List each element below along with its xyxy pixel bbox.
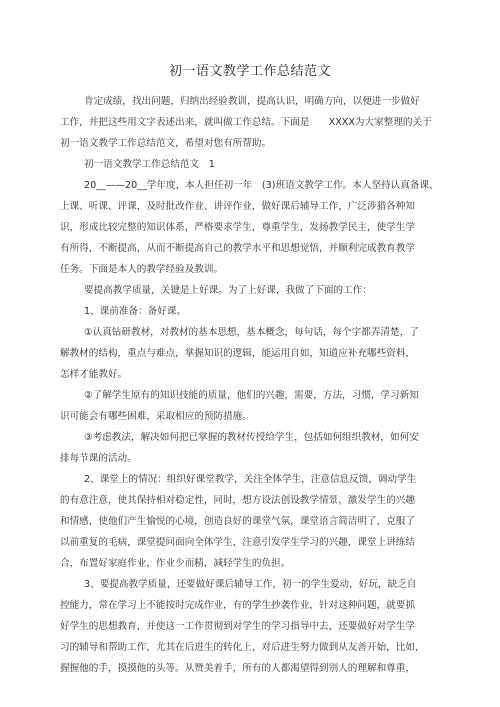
sub3-line-2: 排每节课的活动。: [60, 453, 137, 464]
intro-line-2: 工作，并把这些用文字表述出来，就叫做工作总结。下面是 XXXX为大家整理的关于: [60, 117, 432, 128]
para1-line-4: 有所得，不断提高，从而不断提高自己的教学水平和思想觉悟，并顺利完成教育教学: [60, 243, 415, 254]
sub3-line-1: ③考虑教法，解决如何把已掌握的教材传授给学生，包括如何组织教材，如何安: [84, 432, 419, 443]
item3-line-2: 控能力，常在学习上不能按时完成作业，有的学生抄袭作业，针对这种问题，就要抓: [60, 600, 415, 611]
item1-heading: 1、课前准备：备好课。: [84, 306, 187, 317]
item2-line-1: 2、课堂上的情况：组织好课堂教学，关注全体学生，注意信息反馈，调动学生: [84, 474, 417, 485]
section-subtitle: 初一语文教学工作总结范文 1: [84, 159, 215, 170]
sub1-line-1: ①认真钻研教材，对教材的基本思想，基本概念，每句话，每个字都弄清楚，了: [84, 327, 419, 338]
intro-line-1: 肯定成绩，找出问题，归纳出经验教训，提高认识，明确方向，以便进一步做好: [84, 96, 420, 107]
document-title: 初一语文教学工作总结范文: [168, 64, 331, 79]
sub2-line-1: ②了解学生原有的知识技能的质量，他们的兴趣，需要，方法，习惯，学习新知: [84, 390, 419, 401]
sub1-line-2: 解教材的结构，重点与难点，掌握知识的逻辑，能运用自如，知道应补充哪些资料，: [60, 348, 415, 359]
para1-line-5: 任务。下面是本人的教学经验及教训。: [60, 264, 224, 275]
para2-line: 要提高教学质量，关键是上好课。为了上好课，我做了下面的工作：: [84, 285, 372, 296]
item3-line-4: 习的辅导和帮助工作，尤其在后进生的转化上，对后进生努力做到从友善开始，比如，: [60, 642, 425, 653]
item3-line-1: 3、要提高教学质量，还要做好课后辅导工作，初一的学生爱动，好玩，缺乏自: [84, 579, 417, 590]
item3-line-3: 好学生的思想教育，并使这一工作贯彻到对学生的学习指导中去，还要做好对学生学: [60, 621, 415, 632]
item2-line-2: 的有意注意，使其保持相对稳定性，同时，想方设法创设教学情景，激发学生的兴趣: [60, 495, 415, 506]
item3-line-5: 握握他的手，摸摸他的头等。从赞美着手，所有的人都渴望得到别人的理解和尊重，: [60, 663, 415, 674]
para1-line-1: 20__——20__学年度，本人担任初一年 (3)班语文教学工作。本人坚持认真备课、: [84, 180, 439, 191]
item2-line-3: 和情感，使他们产生愉悦的心境，创造良好的课堂气氛，课堂语言简洁明了，克服了: [60, 516, 415, 527]
intro-line-3: 初一语文教学工作总结范文，希望对您有所帮助。: [60, 138, 272, 149]
sub1-line-3: 怎样才能教好。: [60, 369, 128, 380]
sub2-line-2: 识可能会有哪些困难，采取相应的预防措施。: [60, 411, 252, 422]
item2-line-4: 以前重复的毛病，课堂提问面向全体学生，注意引发学生学习的兴趣，课堂上讲练结: [60, 537, 415, 548]
para1-line-2: 上课、听课、评课，及时批改作业、讲评作业，做好课后辅导工作，广泛涉猎各种知: [60, 201, 415, 212]
item2-line-5: 合，布置好家庭作业，作业少而精，减轻学生的负担。: [60, 558, 291, 569]
para1-line-3: 识，形成比较完整的知识体系，严格要求学生，尊重学生，发扬教学民主，使学生学: [60, 222, 415, 233]
